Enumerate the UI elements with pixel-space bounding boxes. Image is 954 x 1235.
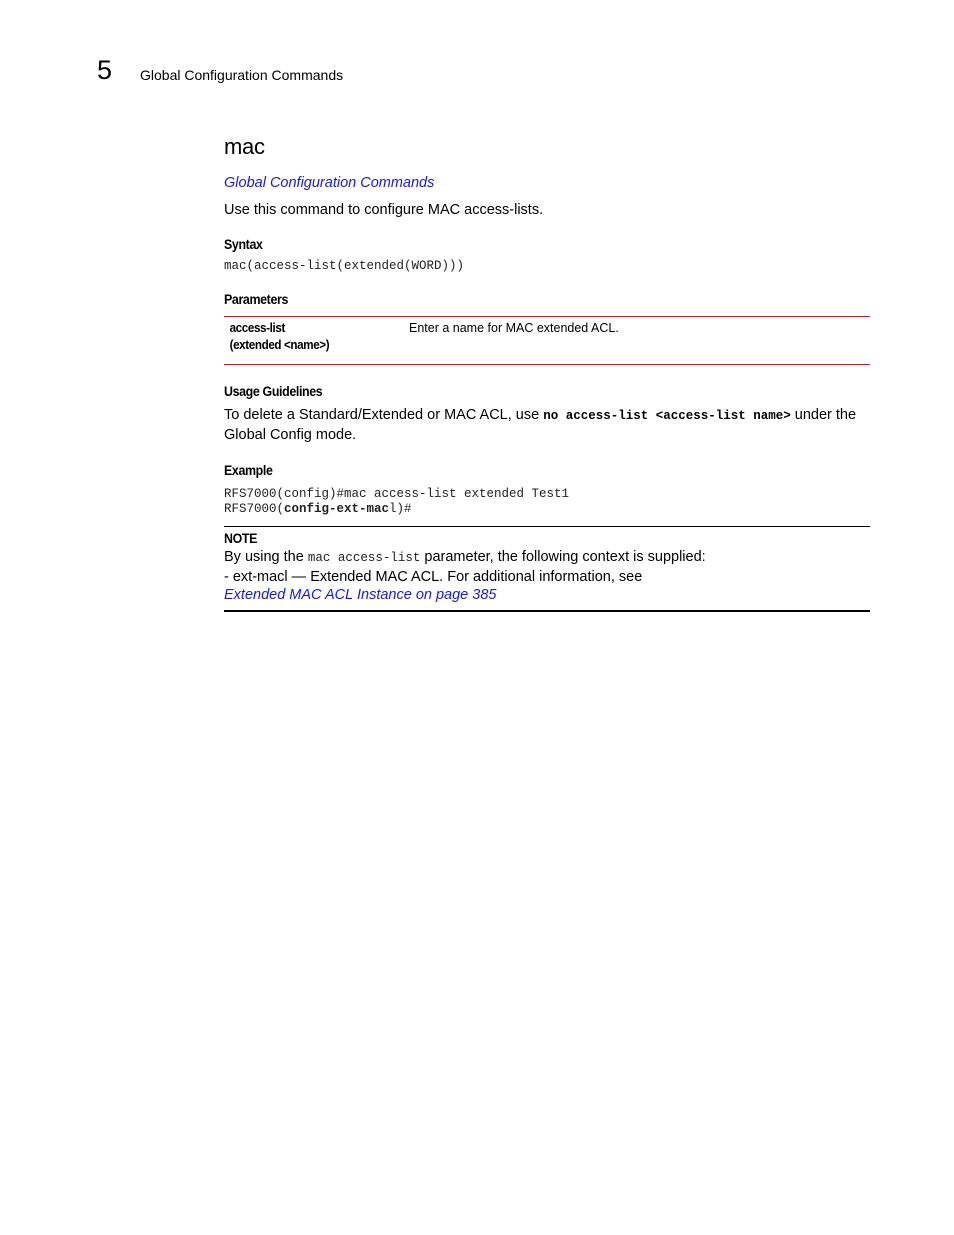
chapter-title: Global Configuration Commands [140, 67, 344, 83]
parameter-name-line2: (extended <name>) [229, 338, 330, 352]
example-line-2 [224, 502, 870, 517]
example-code-block [224, 487, 870, 517]
note-line-2: - ext-macl — Extended MAC ACL. For additional information, see [224, 568, 643, 585]
example-heading: Example [224, 463, 273, 478]
parameter-description: Enter a name for MAC extended ACL. [409, 321, 619, 335]
note-text-before: By using the [224, 549, 308, 565]
usage-guidelines-heading: Usage Guidelines [224, 384, 323, 399]
parameter-name [224, 320, 396, 354]
usage-guidelines-text [224, 406, 870, 445]
command-description: Use this command to configure MAC access-lists. [224, 202, 544, 218]
note-inline-code: mac access-list [307, 551, 421, 565]
global-config-commands-link[interactable]: Global Configuration Commands [224, 175, 435, 191]
example-line-2-suffix: l)# [389, 502, 412, 516]
note-box [224, 526, 870, 612]
usage-command-code: no access-list <access-list name> [543, 409, 791, 423]
parameter-name-line1: access-list [229, 321, 285, 335]
usage-text-after: under the Global Config mode. [224, 407, 857, 443]
note-text-after: parameter, the following context is supplied: [420, 549, 706, 565]
parameters-table [224, 316, 870, 365]
extended-mac-acl-link[interactable]: Extended MAC ACL Instance on page 385 [224, 587, 497, 603]
main-content [224, 132, 870, 612]
example-line-2-prefix: RFS7000( [224, 502, 285, 516]
parameters-heading: Parameters [224, 292, 288, 307]
command-title: mac [224, 134, 265, 159]
note-line-1 [224, 548, 870, 568]
example-line-1: RFS7000(config)#mac access-list extended Test1 [224, 487, 570, 501]
syntax-heading: Syntax [224, 237, 263, 252]
usage-text-before: To delete a Standard/Extended or MAC ACL, use [224, 407, 544, 423]
syntax-code: mac(access-list(extended(WORD))) [224, 259, 465, 273]
chapter-number: 5 [97, 55, 113, 85]
example-line-2-bold: config-ext-mac [284, 502, 390, 516]
note-heading: NOTE [224, 531, 258, 546]
